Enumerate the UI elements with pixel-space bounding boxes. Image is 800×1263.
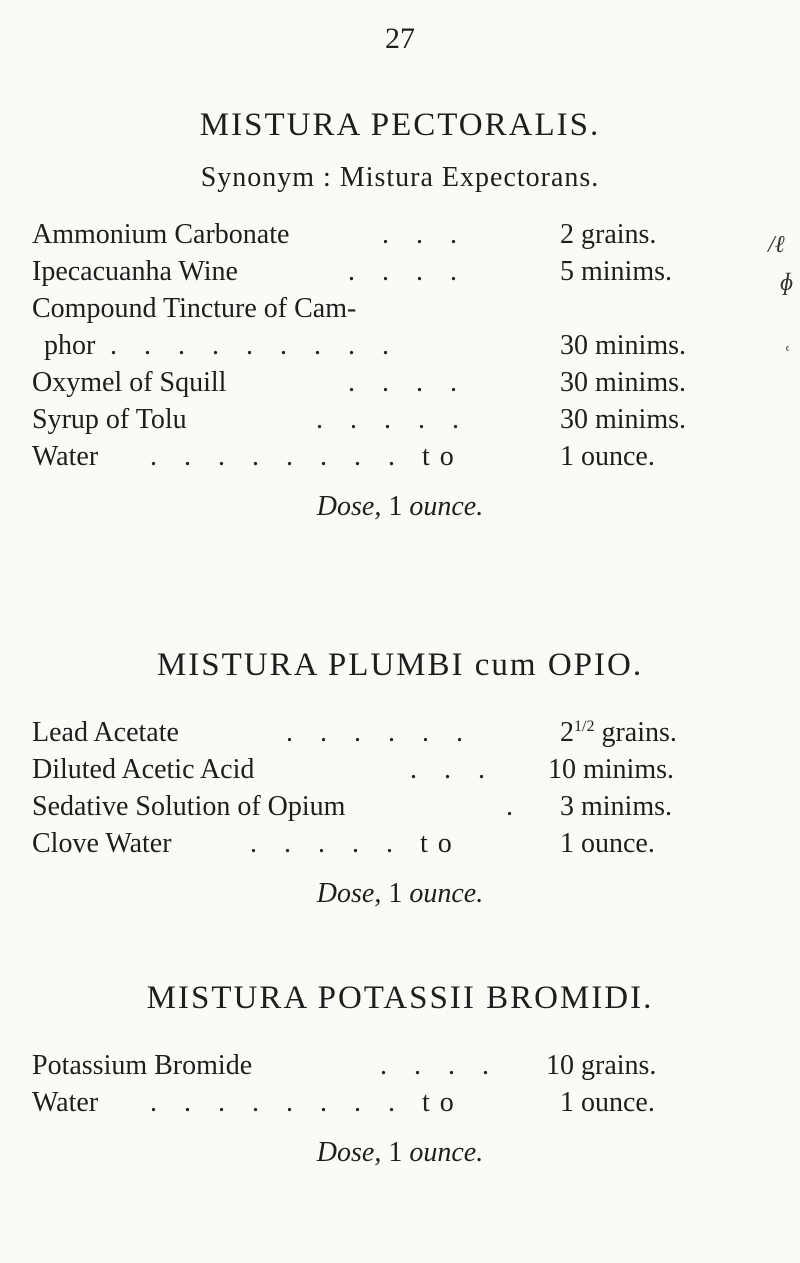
- margin-mark: ɸ: [780, 270, 794, 296]
- ingredient-name: Sedative Solution of Opium: [32, 791, 346, 822]
- dose-label: Dose,: [316, 491, 382, 522]
- ingredient-name: Water: [32, 1087, 99, 1118]
- list-item: [0, 438, 800, 475]
- list-item: [0, 216, 800, 253]
- ingredient-quantity: 1 ounce.: [560, 1087, 655, 1118]
- ingredient-name: Potassium Bromide: [32, 1050, 253, 1081]
- leader-dots: . . . . . to: [250, 828, 462, 859]
- section-mistura-plumbi: [0, 647, 800, 910]
- section-title: MISTURA POTASSII BROMIDI.: [146, 980, 654, 1016]
- quantity-fraction: 1/2: [574, 718, 595, 735]
- section-title: MISTURA PECTORALIS.: [199, 107, 601, 143]
- ingredient-quantity: 5 minims.: [560, 256, 673, 287]
- section-mistura-potassii-bromidi: [0, 980, 800, 1169]
- margin-mark: ʿ: [782, 344, 790, 370]
- ingredient-quantity: 2 grains.: [560, 219, 657, 250]
- leader-dots: . . . . . .: [286, 717, 473, 748]
- ingredient-quantity: 1 ounce.: [560, 828, 655, 859]
- list-item: [0, 401, 800, 438]
- dose-value: 1: [388, 878, 403, 909]
- synonym-line: Synonym : Mistura Expectorans.: [200, 162, 600, 193]
- ingredient-quantity: [530, 290, 800, 327]
- ingredient-quantity: 3 minims.: [560, 791, 673, 822]
- list-item: [0, 714, 800, 751]
- dose-line: [0, 491, 800, 523]
- list-item: [0, 1047, 800, 1084]
- ingredient-name: Ipecacuanha Wine: [32, 256, 238, 287]
- list-item: [0, 1084, 800, 1121]
- margin-mark: /ℓ: [768, 232, 785, 258]
- page-number: 27: [385, 22, 415, 55]
- leader-dots: . . .: [410, 754, 495, 785]
- list-item: [0, 788, 800, 825]
- ingredient-name: Ammonium Carbonate: [32, 219, 290, 250]
- leader-dots: . . .: [382, 219, 467, 250]
- leader-dots: .: [506, 791, 523, 822]
- ingredient-list: [0, 714, 800, 862]
- ingredient-name: Syrup of Tolu: [32, 404, 187, 435]
- leader-dots: . . . . . . . . .: [110, 330, 399, 361]
- ingredient-name: Diluted Acetic Acid: [32, 754, 255, 785]
- leader-dots: . . . . . . . . to: [150, 1087, 464, 1118]
- ingredient-name: Lead Acetate: [32, 717, 179, 748]
- dose-unit: ounce.: [409, 491, 484, 522]
- dose-label: Dose,: [316, 1137, 382, 1168]
- list-item: [0, 825, 800, 862]
- ingredient-quantity: 30 minims.: [560, 367, 687, 398]
- leader-dots: . . . .: [348, 367, 467, 398]
- ingredient-name: Compound Tincture of Cam-: [32, 293, 357, 324]
- leader-dots: . . . .: [348, 256, 467, 287]
- dose-label: Dose,: [316, 878, 382, 909]
- ingredient-quantity: 30 minims.: [560, 330, 687, 361]
- ingredient-name: Oxymel of Squill: [32, 367, 227, 398]
- list-item: [0, 751, 800, 788]
- ingredient-name: Clove Water: [32, 828, 172, 859]
- ingredient-quantity: 30 minims.: [560, 404, 687, 435]
- dose-unit: ounce.: [409, 1137, 484, 1168]
- dose-line: [0, 878, 800, 910]
- dose-line: [0, 1137, 800, 1169]
- dose-unit: ounce.: [409, 878, 484, 909]
- ingredient-list: [0, 216, 800, 475]
- list-item: [0, 327, 800, 364]
- section-title: MISTURA PLUMBI cum OPIO.: [156, 647, 644, 683]
- ingredient-quantity: 1 ounce.: [560, 441, 655, 472]
- ingredient-quantity: 10 minims.: [548, 754, 675, 785]
- ingredient-quantity: 10 grains.: [546, 1050, 657, 1081]
- section-mistura-pectoralis: [0, 107, 800, 523]
- ingredient-list: [0, 1047, 800, 1121]
- quantity-whole: 2: [560, 717, 574, 748]
- ingredient-name: Water: [32, 441, 99, 472]
- dose-value: 1: [388, 491, 403, 522]
- dose-value: 1: [388, 1137, 403, 1168]
- list-item: [0, 290, 800, 327]
- leader-dots: . . . . . . . . to: [150, 441, 464, 472]
- ingredient-name: phor: [44, 330, 96, 361]
- leader-dots: . . . .: [380, 1050, 499, 1081]
- list-item: [0, 253, 800, 290]
- list-item: [0, 364, 800, 401]
- ingredient-quantity: grains.: [601, 717, 677, 748]
- leader-dots: . . . . .: [316, 404, 469, 435]
